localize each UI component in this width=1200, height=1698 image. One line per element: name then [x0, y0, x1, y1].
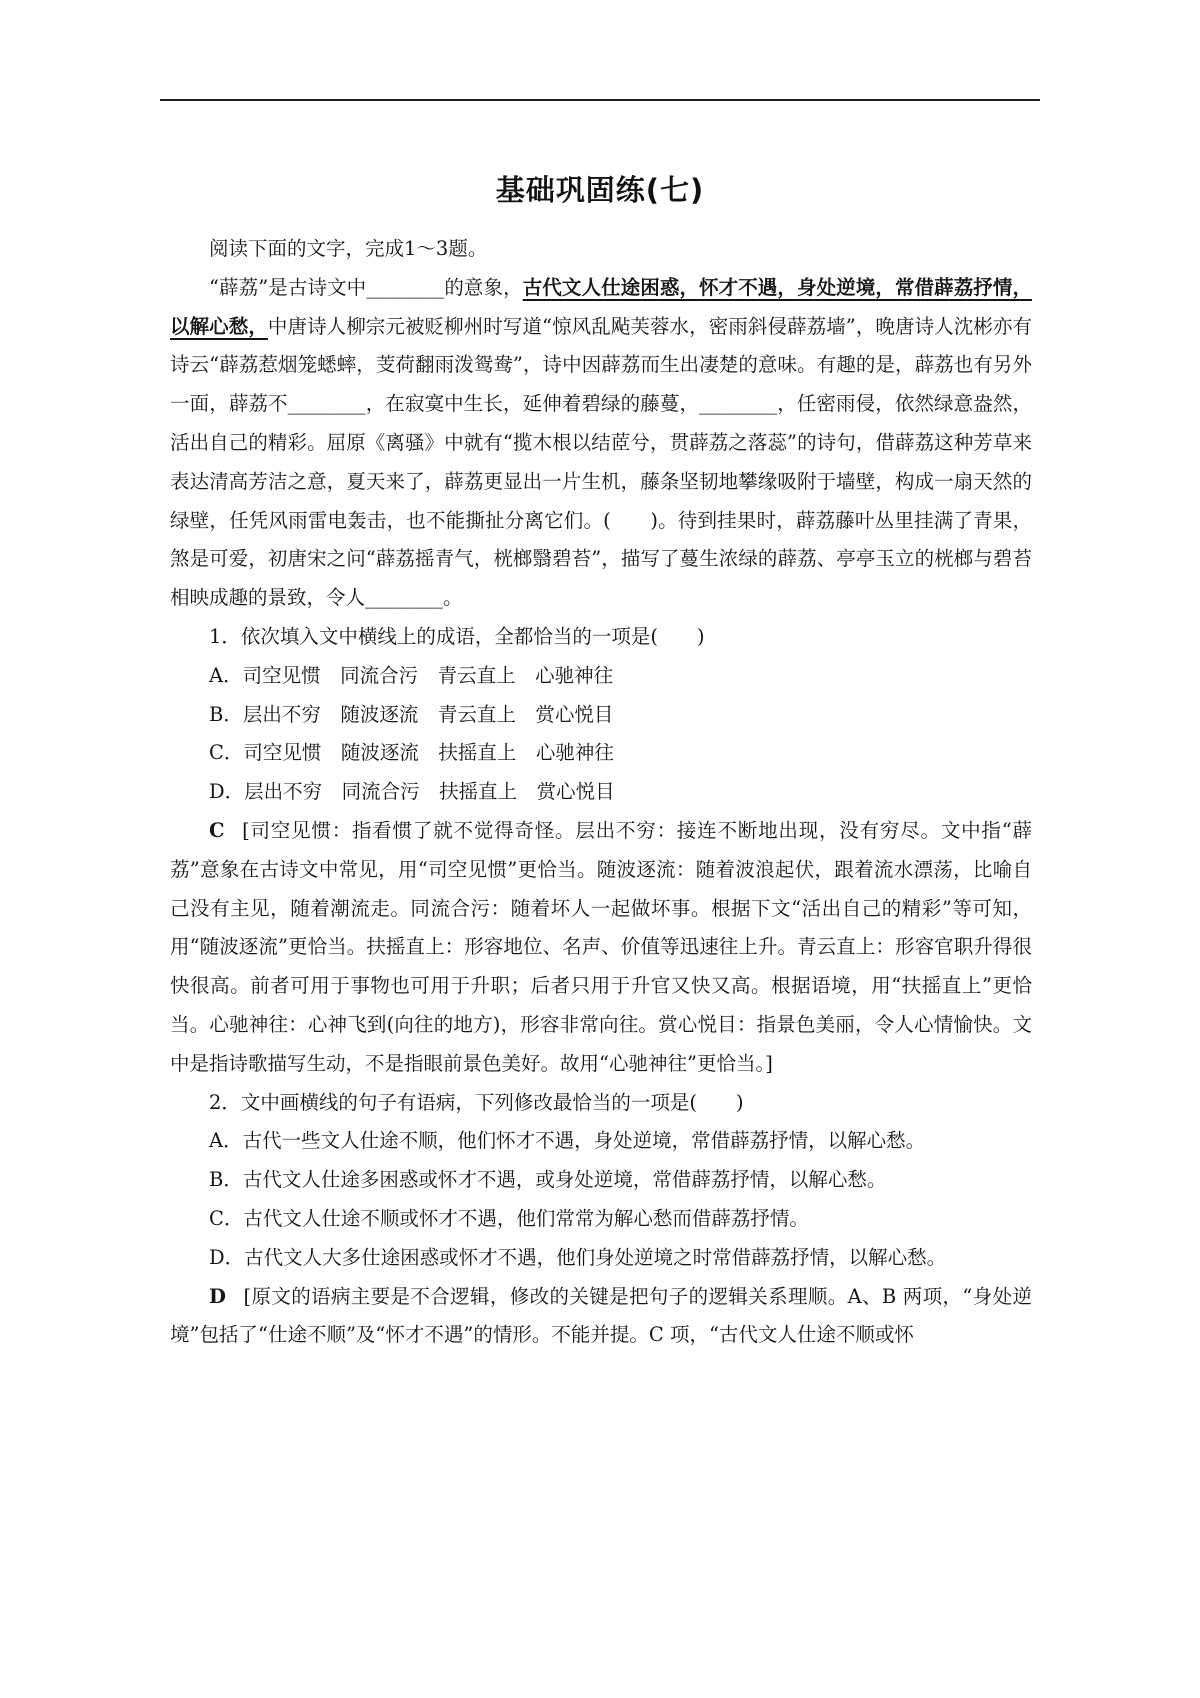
intro-line: 阅读下面的文字，完成1～3题。	[209, 237, 488, 260]
question-1-option-b: B．层出不穷 随波逐流 青云直上 赏心悦目	[209, 702, 614, 726]
question-1-option-c: C．司空见惯 随波逐流 扶摇直上 心驰神往	[209, 741, 614, 765]
question-1-answer	[170, 812, 1032, 1084]
question-2-option-d: D．古代文人大多仕途困惑或怀才不遇，他们身处逆境之时常借薜荔抒情，以解心愁。	[209, 1245, 947, 1269]
question-1-option-a: A．司空见惯 同流合污 青云直上 心驰神往	[209, 663, 614, 687]
question-1-answer-letter: C	[209, 818, 225, 842]
passage-paragraph	[170, 269, 1032, 618]
page-title: 基础巩固练(七)	[495, 173, 705, 207]
question-2-option-b: B．古代文人仕途多困惑或怀才不遇，或身处逆境，常借薜荔抒情，以解心愁。	[209, 1168, 887, 1192]
passage-segment-1: “薜荔”是古诗文中________的意象，	[209, 275, 523, 299]
question-1-answer-text: [司空见惯：指看惯了就不觉得奇怪。层出不穷：接连不断地出现，没有穷尽。文中指“薜荔”意象在古诗文中常见，用“司空见惯”更恰当。随波逐流：随着波浪起伏，跟着流水漂荡，比喻自己没有主见，随着潮流走。同流合污：随着坏人一起做坏事。根据下文“活出自己的精彩”等可知，用“随波逐流”更恰当。扶摇直上：形容地位、名声、价值等迅速往上升。青云直上：形容官职升得很快很高。前者可用于事物也可用于升职；后者只用于升官又快又高。根据语境，用“扶摇直上”更恰当。心驰神往：心神飞到(向往的地方)，形容非常向往。赏心悦目：指景色美丽，令人心情愉快。文中是指诗歌描写生动，不是指眼前景色美好。故用“心驰神往”更恰当。]	[170, 818, 1032, 1075]
question-2-option-c: C．古代文人仕途不顺或怀才不遇，他们常常为解心愁而借薜荔抒情。	[209, 1206, 809, 1230]
question-2-answer-text: [原文的语病主要是不合逻辑，修改的关键是把句子的逻辑关系理顺。A、B 两项，“身处逆境”包括了“仕途不顺”及“怀才不遇”的情形。不能并提。C 项，“古代文人仕途不顺或怀	[170, 1284, 1032, 1347]
document-content	[170, 230, 1032, 1355]
question-2-stem: 2．文中画横线的句子有语病，下列修改最恰当的一项是( )	[209, 1090, 744, 1114]
question-2-option-a: A．古代一些文人仕途不顺，他们怀才不遇，身处逆境，常借薜荔抒情，以解心愁。	[209, 1129, 926, 1153]
passage-segment-3: 中唐诗人柳宗元被贬柳州时写道“惊风乱飐芙蓉水，密雨斜侵薜荔墙”，晚唐诗人沈彬亦有诗云“薜荔惹烟笼蟋蟀，芰荷翻雨泼鸳鸯”，诗中因薜荔而生出凄楚的意味。有趣的是，薜荔也有另外一面，薜荔不________，在寂寞中生长，延伸着碧绿的藤蔓，________，任密雨侵，依然绿意盎然，活出自己的精彩。屈原《离骚》中就有“揽木根以结茝兮，贯薜荔之落蕊”的诗句，借薜荔这种芳草来表达清高芳洁之意，夏天来了，薜荔更显出一片生机，藤条坚韧地攀缘吸附于墙壁，构成一扇天然的绿壁，任凭风雨雷电轰击，也不能撕扯分离它们。( )。待到挂果时，薜荔藤叶丛里挂满了青果，煞是可爱，初唐宋之问“薜荔摇青气，桄榔翳碧苔”，描写了蔓生浓绿的薜荔、亭亭玉立的桄榔与碧苔相映成趣的景致，令人________。	[170, 314, 1032, 610]
passage-underlined-sentence: 古代文人仕途困惑，怀才不遇，身处逆境，常借薜荔抒情，以解心愁，	[170, 275, 1032, 338]
header-rule	[160, 99, 1040, 101]
question-1-option-d: D．层出不穷 同流合污 扶摇直上 赏心悦目	[209, 780, 615, 804]
question-2-answer	[170, 1278, 1032, 1356]
question-1-stem: 1．依次填入文中横线上的成语，全都恰当的一项是( )	[209, 624, 705, 648]
question-2-answer-letter: D	[209, 1284, 226, 1308]
